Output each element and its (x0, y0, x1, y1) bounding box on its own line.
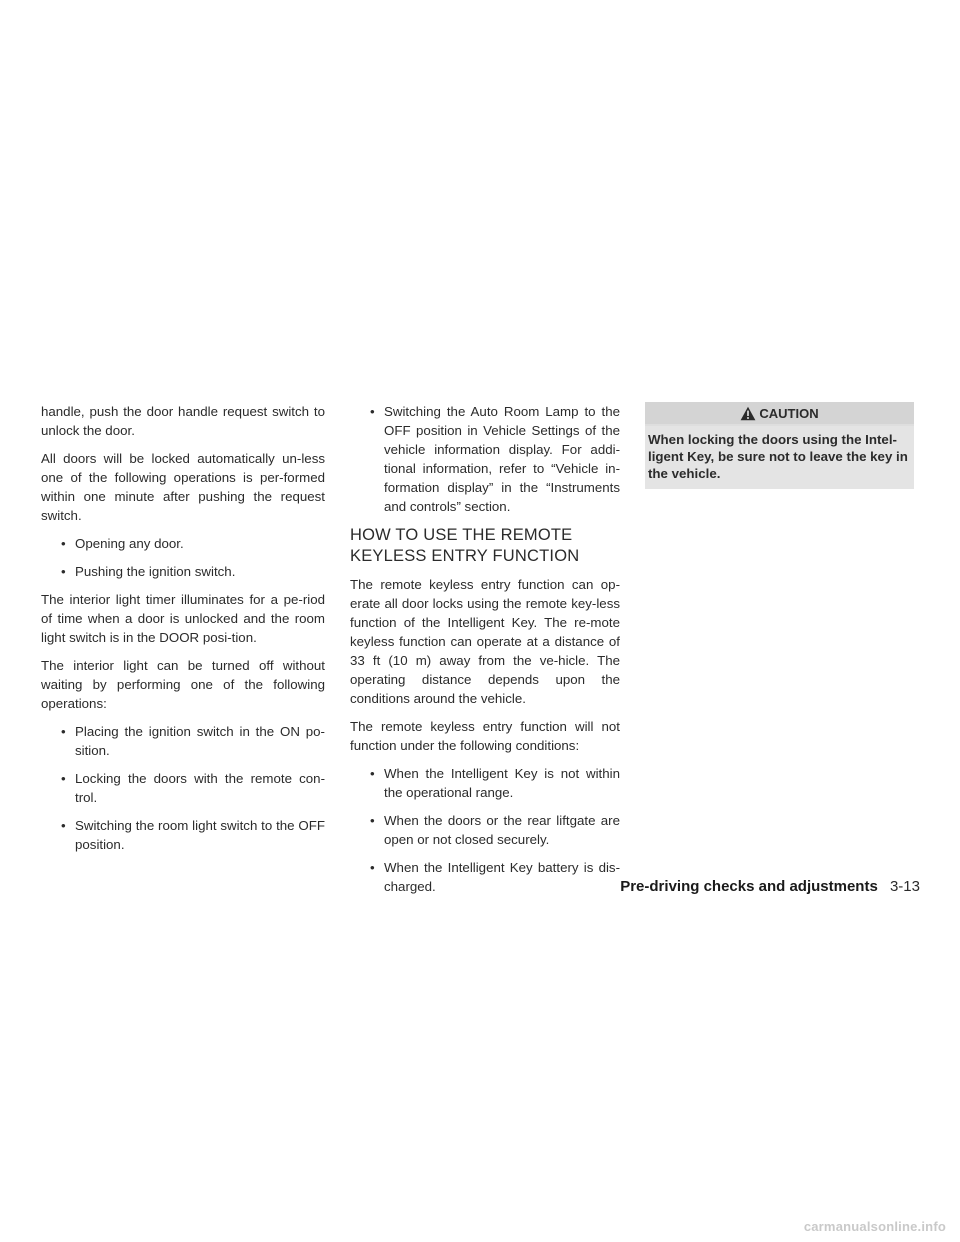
list-item: • Switching the Auto Room Lamp to the OFF position in Vehicle Settings of the vehicle information display. For addi-tional information, refer to “Vehicle in-formation display” in the “Instruments and controls” section. (350, 402, 620, 516)
list-item: • Pushing the ignition switch. (41, 562, 325, 581)
watermark: carmanualsonline.info (803, 1219, 946, 1234)
footer-section-title: Pre-driving checks and adjustments (620, 878, 878, 895)
paragraph: The remote keyless entry function will not function under the following conditions: (350, 719, 620, 753)
list-item: • Opening any door. (41, 534, 325, 553)
paragraph: All doors will be locked automatically un-less one of the following operations is per-formed within one minute after pushing the request switch. (41, 451, 325, 523)
paragraph: The interior light timer illuminates for a pe-riod of time when a door is unlocked and the room light switch is in the DOOR posi-tion. (41, 592, 325, 645)
list-item: • When the Intelligent Key is not within the operational range. (350, 764, 620, 802)
page-number: 3-13 (889, 878, 920, 895)
list-item: • When the doors or the rear liftgate are open or not closed securely. (350, 811, 620, 849)
bullet-list (350, 764, 620, 896)
caution-header (645, 402, 914, 424)
caution-title: CAUTION (759, 405, 819, 421)
warning-triangle-icon (740, 406, 756, 421)
paragraph: The remote keyless entry function can op-erate all door locks using the remote key-less function of the Intelligent Key. The re-mote keyless function can operate at a distance of 33 ft (10 m) away from the ve-hicle. The operating distance depends upon the conditions around the vehicle. (350, 577, 620, 706)
section-heading: HOW TO USE THE REMOTE KEYLESS ENTRY FUNCTION (350, 526, 580, 565)
column-3 (645, 402, 914, 489)
column-2 (350, 402, 620, 905)
caution-box (645, 402, 914, 489)
list-item: • When the Intelligent Key battery is dis-charged. (350, 858, 620, 896)
page-footer (620, 877, 920, 897)
list-item: • Locking the doors with the remote con-trol. (41, 769, 325, 807)
column-1 (41, 402, 325, 863)
paragraph: The interior light can be turned off without waiting by performing one of the following operations: (41, 658, 325, 711)
caution-text: When locking the doors using the Intel-ligent Key, be sure not to leave the key in the vehicle. (645, 426, 914, 489)
list-item: • Placing the ignition switch in the ON po-sition. (41, 722, 325, 760)
bullet-list (41, 722, 325, 854)
paragraph: handle, push the door handle request switch to unlock the door. (41, 404, 325, 438)
bullet-list (41, 534, 325, 581)
list-item: • Switching the room light switch to the OFF position. (41, 816, 325, 854)
bullet-list (350, 402, 620, 516)
